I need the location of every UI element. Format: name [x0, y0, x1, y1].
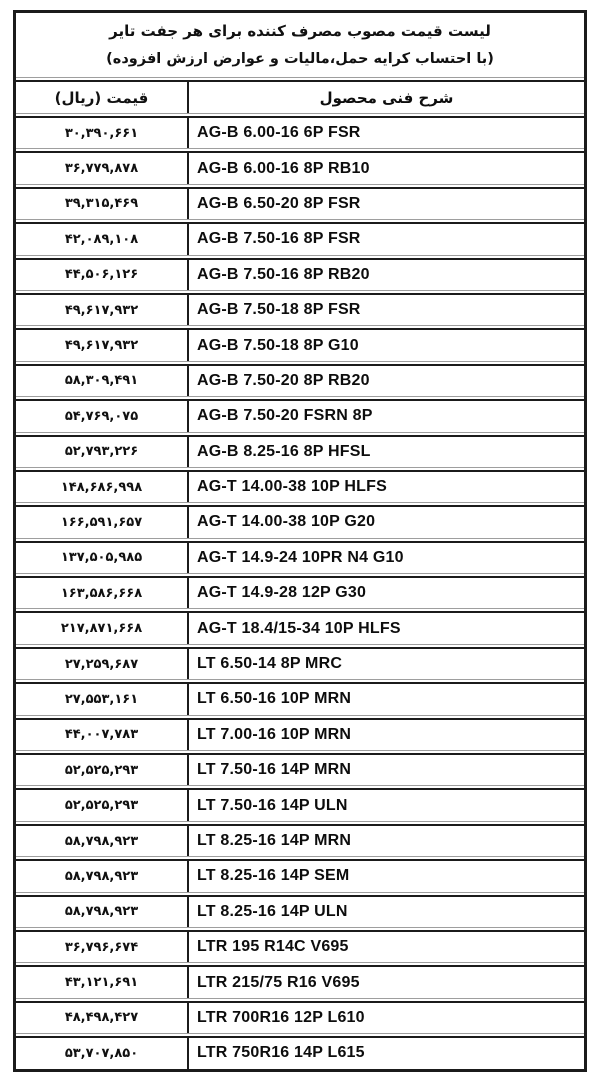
- product-cell-value: AG-T 14.9-24 10PR N4 G10: [187, 543, 584, 573]
- table-row: [16, 364, 584, 397]
- table-row: [16, 293, 584, 326]
- price-cell-value: ۴۴,۰۰۷,۷۸۳: [64, 727, 139, 743]
- product-cell-value: AG-B 6.00-16 6P FSR: [187, 118, 584, 148]
- product-cell-value: AG-T 14.00-38 10P G20: [187, 507, 584, 537]
- price-cell-value: ۱۶۳,۵۸۶,۶۶۸: [60, 585, 143, 601]
- table-row: [16, 151, 584, 184]
- price-cell-value: ۲۱۷,۸۷۱,۶۶۸: [60, 621, 143, 637]
- product-cell-value: LT 6.50-14 8P MRC: [187, 649, 584, 679]
- table-row: [16, 1036, 584, 1068]
- table-row: [16, 505, 584, 538]
- table-row: [16, 753, 584, 786]
- table-body: [16, 116, 584, 1069]
- product-cell-value: AG-B 7.50-20 FSRN 8P: [187, 401, 584, 431]
- product-cell-value: LT 8.25-16 14P ULN: [187, 897, 584, 927]
- price-cell-value: ۴۹,۶۱۷,۹۳۲: [64, 338, 139, 354]
- product-cell-value: AG-B 6.00-16 8P RB10: [187, 153, 584, 183]
- product-cell-value: LT 6.50-16 10P MRN: [187, 684, 584, 714]
- product-cell-value: AG-T 14.00-38 10P HLFS: [187, 472, 584, 502]
- table-row: [16, 222, 584, 255]
- table-row: [16, 470, 584, 503]
- table-row: [16, 258, 584, 291]
- table-row: [16, 718, 584, 751]
- table-row: [16, 328, 584, 361]
- table-row: [16, 965, 584, 998]
- product-cell-value: LTR 700R16 12P L610: [187, 1003, 584, 1033]
- product-cell-value: LT 7.50-16 14P MRN: [187, 755, 584, 785]
- product-cell-value: AG-B 7.50-18 8P G10: [187, 330, 584, 360]
- product-cell-value: AG-B 7.50-20 8P RB20: [187, 366, 584, 396]
- price-cell-value: ۳۶,۷۷۹,۸۷۸: [64, 161, 139, 177]
- price-cell-value: ۴۲,۰۸۹,۱۰۸: [64, 231, 139, 247]
- table-row: [16, 895, 584, 928]
- table-title-block: [16, 13, 584, 78]
- product-cell-value: AG-B 6.50-20 8P FSR: [187, 189, 584, 219]
- product-cell-value: LT 8.25-16 14P SEM: [187, 861, 584, 891]
- table-title-line2: (با احتساب کرایه حمل،مالیات و عوارض ارزش افزوده): [106, 51, 494, 67]
- product-cell-value: AG-B 7.50-18 8P FSR: [187, 295, 584, 325]
- product-cell-value: LTR 215/75 R16 V695: [187, 967, 584, 997]
- table-row: [16, 116, 584, 149]
- table-row: [16, 611, 584, 644]
- price-cell-value: ۱۳۷,۵۰۵,۹۸۵: [60, 550, 143, 566]
- price-cell-value: ۵۳,۷۰۷,۸۵۰: [64, 1045, 139, 1061]
- product-cell-value: AG-B 7.50-16 8P RB20: [187, 260, 584, 290]
- table-row: [16, 576, 584, 609]
- price-list-table: [13, 10, 587, 1072]
- table-row: [16, 930, 584, 963]
- table-row: [16, 435, 584, 468]
- price-cell-value: ۱۶۶,۵۹۱,۶۵۷: [60, 514, 143, 530]
- price-cell-value: ۱۴۸,۶۸۶,۹۹۸: [60, 479, 143, 495]
- product-cell-value: LT 7.00-16 10P MRN: [187, 720, 584, 750]
- table-row: [16, 824, 584, 857]
- price-cell-value: ۳۶,۷۹۶,۶۷۴: [64, 939, 139, 955]
- price-cell-value: ۵۲,۵۲۵,۲۹۳: [64, 762, 139, 778]
- price-cell-value: ۴۹,۶۱۷,۹۳۲: [64, 302, 139, 318]
- price-cell-value: ۵۸,۳۰۹,۴۹۱: [64, 373, 139, 389]
- product-cell-value: AG-T 14.9-28 12P G30: [187, 578, 584, 608]
- table-row: [16, 859, 584, 892]
- column-header-product: شرح فنی محصول: [187, 82, 584, 113]
- table-row: [16, 647, 584, 680]
- product-cell-value: LT 8.25-16 14P MRN: [187, 826, 584, 856]
- table-row: [16, 1001, 584, 1034]
- price-cell-value: ۴۴,۵۰۶,۱۲۶: [64, 267, 139, 283]
- price-cell-value: ۵۲,۵۲۵,۲۹۳: [64, 798, 139, 814]
- product-cell-value: LT 7.50-16 14P ULN: [187, 790, 584, 820]
- table-row: [16, 187, 584, 220]
- price-cell-value: ۵۸,۷۹۸,۹۲۳: [64, 904, 139, 920]
- table-row: [16, 682, 584, 715]
- price-cell-value: ۵۸,۷۹۸,۹۲۳: [64, 868, 139, 884]
- price-cell-value: ۵۲,۷۹۳,۲۲۶: [64, 444, 139, 460]
- column-header-row: [16, 80, 584, 114]
- table-row: [16, 788, 584, 821]
- price-cell-value: ۴۳,۱۲۱,۶۹۱: [64, 975, 139, 991]
- price-cell-value: ۳۰,۳۹۰,۶۶۱: [64, 125, 139, 141]
- product-cell-value: AG-T 18.4/15-34 10P HLFS: [187, 613, 584, 643]
- table-row: [16, 399, 584, 432]
- price-cell-value: ۲۷,۵۵۳,۱۶۱: [64, 691, 139, 707]
- product-cell-value: AG-B 7.50-16 8P FSR: [187, 224, 584, 254]
- price-cell-value: ۳۹,۳۱۵,۴۶۹: [64, 196, 139, 212]
- price-cell-value: ۲۷,۲۵۹,۶۸۷: [64, 656, 139, 672]
- column-header-price: قیمت (ریال): [54, 88, 149, 107]
- product-cell-value: LTR 750R16 14P L615: [187, 1038, 584, 1068]
- price-cell-value: ۵۴,۷۶۹,۰۷۵: [64, 408, 139, 424]
- table-title-line1: لیست قیمت مصوب مصرف کننده برای هر جفت تایر: [109, 22, 491, 40]
- price-cell-value: ۴۸,۴۹۸,۴۲۷: [64, 1010, 139, 1026]
- price-cell-value: ۵۸,۷۹۸,۹۲۳: [64, 833, 139, 849]
- product-cell-value: AG-B 8.25-16 8P HFSL: [187, 437, 584, 467]
- product-cell-value: LTR 195 R14C V695: [187, 932, 584, 962]
- table-row: [16, 541, 584, 574]
